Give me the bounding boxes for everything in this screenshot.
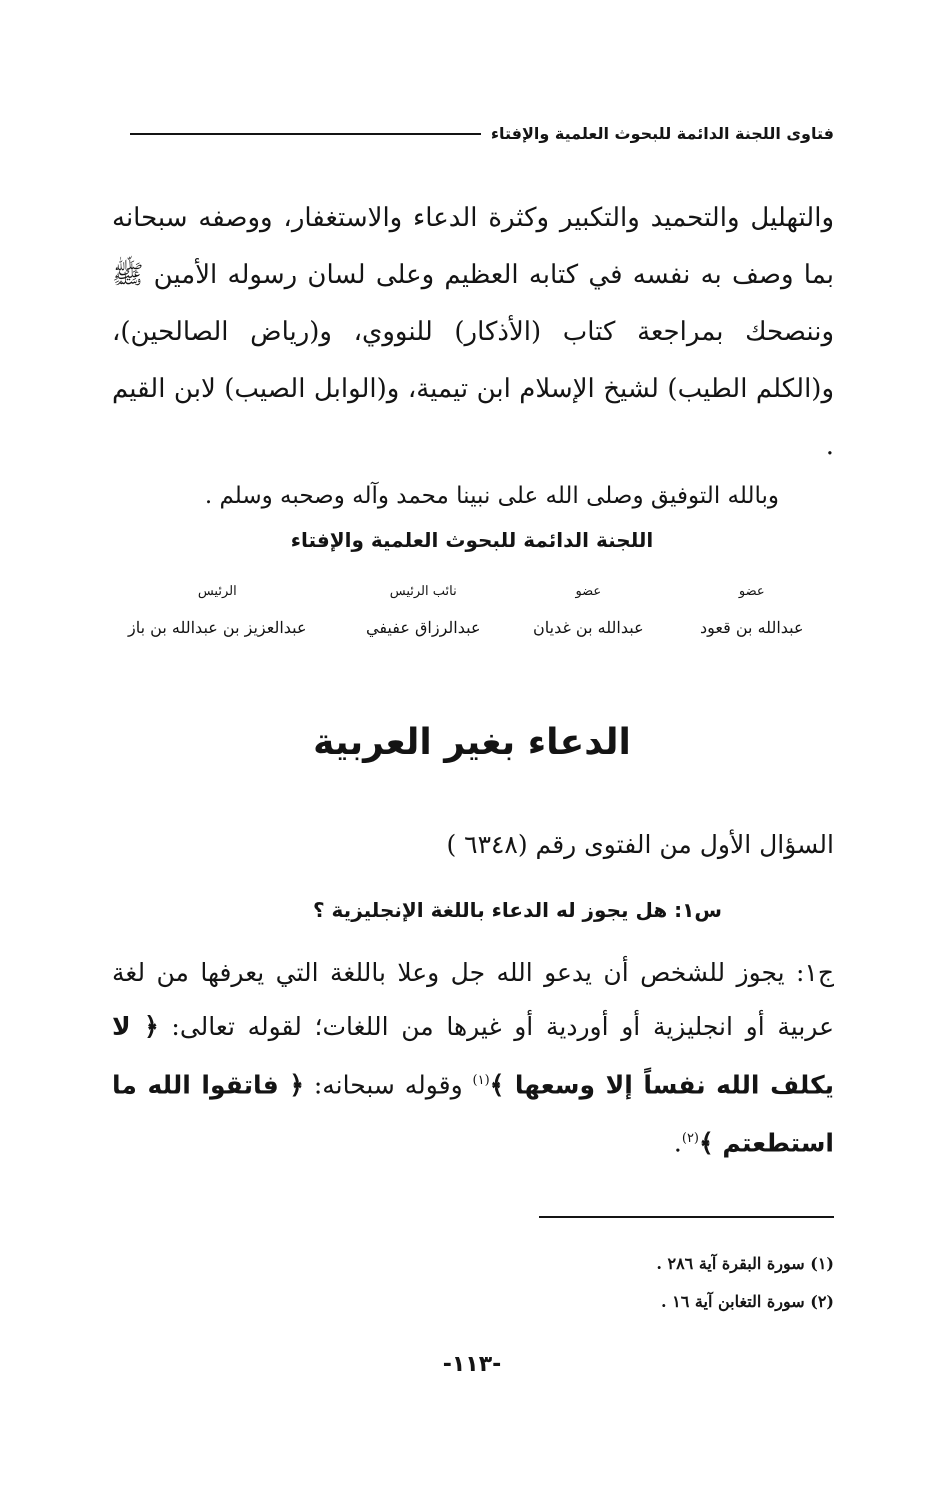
running-header — [130, 124, 834, 143]
closing-line: وبالله التوفيق وصلى الله على نبينا محمد وآله وصحبه وسلم . — [204, 483, 779, 509]
signatory-name: عبدالرزاق عفيفي — [366, 618, 481, 637]
signatory-role: الرئيس — [197, 584, 237, 599]
running-title: فتاوى اللجنة الدائمة للبحوث العلمية والإفتاء — [490, 124, 834, 143]
answer-end: . — [673, 1128, 682, 1158]
page-number: -١١٣- — [442, 1352, 502, 1377]
signatory-1 — [700, 584, 804, 637]
answer-middle: وقوله سبحانه: — [304, 1070, 473, 1100]
signatory-name: عبدالله بن غديان — [533, 618, 644, 637]
signatory-role: نائب الرئيس — [389, 584, 457, 599]
answer-intro: ج١: يجوز للشخص أن يدعو الله جل وعلا باللغة التي يعرفها من لغة عربية أو انجليزية أو أوردية أو غيرها من اللغات؛ لقوله تعالى: — [112, 958, 834, 1041]
footnote-2: (٢) سورة التغابن آية ١٦ . — [661, 1292, 834, 1311]
previous-fatwa-paragraph: والتهليل والتحميد والتكبير وكثرة الدعاء والاستغفار، ووصفه سبحانه بما وصف به نفسه في كتابه العظيم وعلى لسان رسوله الأمين ﷺ وننصحك بمراجعة كتاب (الأذكار) للنووي، و(رياض الصالحين)، و(الكلم الطيب) لشيخ الإسلام ابن تيمية، و(الوابل الصيب) لابن القيم . — [112, 203, 834, 461]
question: س١: هل يجوز له الدعاء باللغة الإنجليزية ؟ — [312, 898, 722, 922]
quran-verse-1: ﴿ لا يكلف الله نفساً إلا وسعها ﴾ — [112, 1012, 834, 1100]
signatory-name: عبدالله بن قعود — [700, 618, 804, 637]
quran-verse-2: ﴿ فاتقوا الله ما استطعتم ﴾ — [112, 1070, 834, 1158]
fatwa-number-line: السؤال الأول من الفتوى رقم (٦٣٤٨ ) — [446, 830, 834, 859]
fatwa-title: الدعاء بغير العربية — [313, 722, 631, 763]
footnote-ref-2: (٢) — [681, 1131, 699, 1147]
footnote-ref-1: (١) — [472, 1073, 490, 1088]
committee-name: اللجنة الدائمة للبحوث العلمية والإفتاء — [290, 528, 654, 552]
footnote-rule — [539, 1216, 834, 1218]
header-rule — [130, 133, 481, 135]
signatory-role: عضو — [575, 584, 602, 599]
signatory-3 — [366, 584, 481, 637]
answer-paragraph — [112, 946, 834, 1171]
signatory-role: عضو — [738, 584, 765, 599]
footnote-1: (١) سورة البقرة آية ٢٨٦ . — [656, 1254, 834, 1273]
signatory-2 — [533, 584, 644, 637]
signatory-4 — [128, 584, 307, 637]
signatory-name: عبدالعزيز بن عبدالله بن باز — [128, 618, 307, 637]
